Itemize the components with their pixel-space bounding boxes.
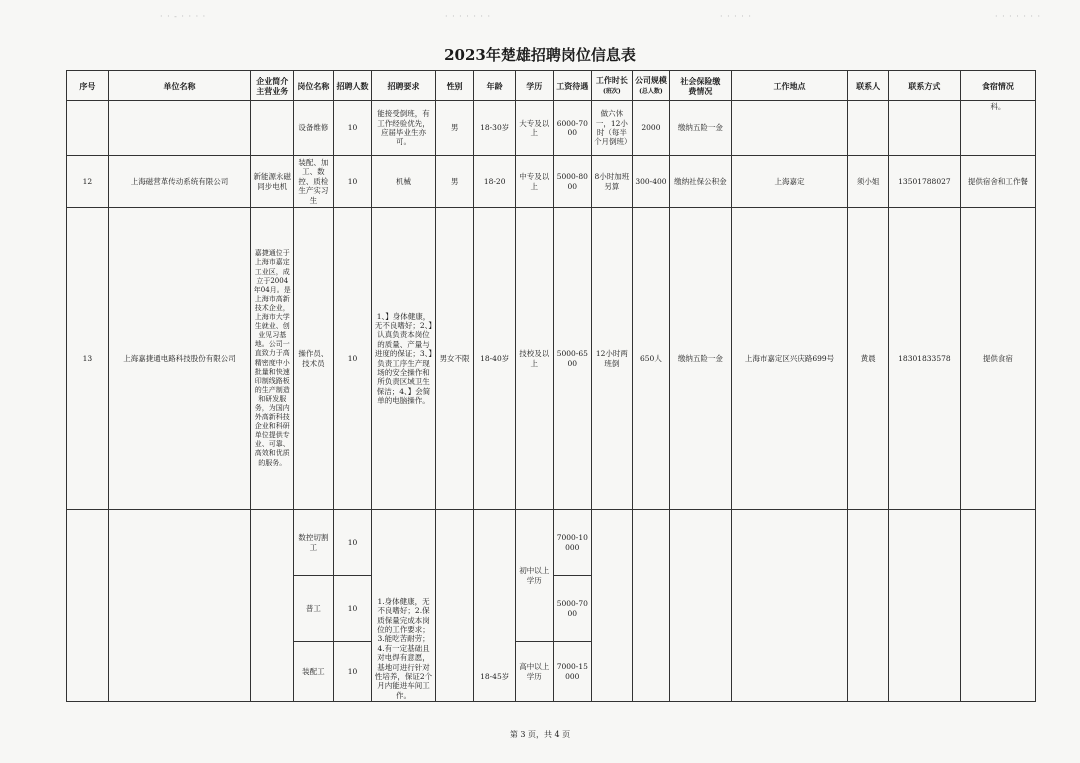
header-text: 企业简介 (256, 75, 289, 86)
cell-insurance: 缴纳五险一金 (670, 208, 731, 510)
cell-intro: 新能源永磁同步电机 (251, 156, 294, 208)
cell-pay: 5000-8000 (553, 156, 592, 208)
cell-company (108, 101, 251, 156)
cell-education: 大专及以上 (516, 101, 554, 156)
cell-size: 2000 (632, 101, 670, 156)
recruitment-table (66, 70, 1036, 702)
cell-requirements: 机械 (372, 156, 436, 208)
cell-education: 中专及以上 (516, 156, 554, 208)
header-cell: 联系方式 (888, 71, 960, 101)
cell-count: 10 (333, 101, 372, 156)
header-text: 费情况 (688, 85, 713, 96)
cell-food: 提供食宿 (960, 208, 1035, 510)
cell-education: 技校及以上 (516, 208, 554, 510)
header-text: 公司规模 (634, 75, 667, 86)
cell-hours: 8小时加班另算 (592, 156, 633, 208)
header-cell: 招聘人数 (333, 71, 372, 101)
cell-place (731, 101, 848, 156)
table-row (67, 156, 1036, 208)
cell-age: 18-30岁 (474, 101, 516, 156)
table-row (67, 208, 1036, 510)
cell-age: 18-45岁 (474, 510, 516, 702)
header-row (67, 71, 1036, 101)
header-cell: 性别 (435, 71, 474, 101)
cell-gender: 男 (435, 156, 474, 208)
cell-company: 上海嘉捷通电路科技股份有限公司 (108, 208, 251, 510)
cell-pay: 5000-6500 (553, 208, 592, 510)
header-cell (592, 71, 633, 101)
header-cell (670, 71, 731, 101)
scan-mark: · · · · · · · (445, 12, 492, 21)
header-cell: 单位名称 (108, 71, 251, 101)
cell-food: 科。 (960, 101, 1035, 156)
cell-age: 18-40岁 (474, 208, 516, 510)
header-cell: 序号 (67, 71, 109, 101)
cell-hours: 12小时两班倒 (592, 208, 633, 510)
scan-mark: · · · · · · · (995, 12, 1042, 21)
cell-pay: 7000-15000 (553, 642, 592, 702)
cell-count: 10 (333, 208, 372, 510)
cell-pay: 6000-7000 (553, 101, 592, 156)
cell-requirements: 能接受倒班，有工作经验优先，应届毕业生亦可。 (372, 101, 436, 156)
header-cell (251, 71, 294, 101)
cell-education: 高中以上学历 (516, 642, 554, 702)
page-title: 2023年楚雄招聘岗位信息表 (444, 46, 636, 64)
cell-post: 装配、加工、数控、质检生产实习生 (294, 156, 334, 208)
header-text: 工作时长 (595, 75, 628, 86)
cell-requirements: 1、】身体健康，无不良嗜好；2、】认真负责本岗位的质量、产量与进度的保证；3、】负责工序生产现场的安全操作和所负责区域卫生保洁；4、】会简单的电脑操作。 (372, 208, 436, 510)
cell-insurance: 缴纳社保公积金 (670, 156, 731, 208)
header-text: (班次) (603, 88, 621, 96)
cell-pay: 7000-10000 (553, 510, 592, 576)
cell-company (108, 510, 251, 702)
cell-gender (435, 510, 474, 702)
cell-contact: 须小姐 (848, 156, 889, 208)
cell-phone: 13501788027 (888, 156, 960, 208)
cell-insurance: 缴纳五险一金 (670, 101, 731, 156)
cell-age: 18-20 (474, 156, 516, 208)
cell-post: 设备维修 (294, 101, 334, 156)
cell-place: 上海市嘉定区兴庆路699号 (731, 208, 848, 510)
cell-contact (848, 510, 889, 702)
cell-no (67, 101, 109, 156)
table-row (67, 101, 1036, 156)
cell-education: 初中以上学历 (516, 510, 554, 642)
header-cell: 学历 (516, 71, 554, 101)
cell-food (960, 510, 1035, 702)
header-cell: 联系人 (848, 71, 889, 101)
cell-size: 650人 (632, 208, 670, 510)
page-footer: 第 3 页，共 4 页 (509, 730, 571, 739)
cell-contact (848, 101, 889, 156)
cell-place: 上海嘉定 (731, 156, 848, 208)
header-text: (总人数) (639, 88, 663, 96)
cell-count: 10 (333, 576, 372, 642)
cell-no: 13 (67, 208, 109, 510)
header-cell: 年龄 (474, 71, 516, 101)
header-cell: 岗位名称 (294, 71, 334, 101)
cell-post: 操作员、技术员 (294, 208, 334, 510)
cell-size: 300-400 (632, 156, 670, 208)
cell-pay: 5000-7000 (553, 576, 592, 642)
cell-requirements: 1.身体健康，无不良嗜好；2.保质保量完成本岗位的工作要求；3.能吃苦耐劳；4.有一定基础且对电焊有意愿，基地可进行针对性培养，保证2个月内能进车间工作。 (372, 510, 436, 702)
cell-company: 上海磁营革传动系统有限公司 (108, 156, 251, 208)
cell-place (731, 510, 848, 702)
table-row (67, 510, 1036, 576)
cell-insurance (670, 510, 731, 702)
cell-food: 提供宿舍和工作餐 (960, 156, 1035, 208)
header-cell: 工资待遇 (553, 71, 592, 101)
cell-count: 10 (333, 156, 372, 208)
scan-mark: · · · · · (720, 12, 752, 21)
scan-mark: · · - · · · · (160, 12, 207, 21)
header-text: 主营业务 (256, 85, 289, 96)
cell-count: 10 (333, 642, 372, 702)
cell-phone (888, 101, 960, 156)
header-cell: 食宿情况 (960, 71, 1035, 101)
header-cell: 招聘要求 (372, 71, 436, 101)
cell-intro (251, 101, 294, 156)
cell-phone (888, 510, 960, 702)
cell-post: 普工 (294, 576, 334, 642)
cell-intro: 嘉捷通位于上海市嘉定工业区，成立于2004年04月。是上海市高新技术企业，上海市大学生就业、创业见习基地。公司一直致力于高精密度中小批量和快速印制线路板的生产制造和研发服务，为国内外高新科技企业和科研单位提供专业、可靠、高效和优质的服务。 (251, 208, 294, 510)
cell-post: 数控切割工 (294, 510, 334, 576)
header-text: 社会保险缴 (680, 75, 721, 86)
cell-phone: 18301833578 (888, 208, 960, 510)
cell-post: 装配工 (294, 642, 334, 702)
cell-size (632, 510, 670, 702)
cell-gender: 男 (435, 101, 474, 156)
cell-intro (251, 510, 294, 702)
cell-no: 12 (67, 156, 109, 208)
header-cell: 工作地点 (731, 71, 848, 101)
cell-contact: 黄晨 (848, 208, 889, 510)
cell-gender: 男女不限 (435, 208, 474, 510)
header-cell (632, 71, 670, 101)
cell-hours (592, 510, 633, 702)
cell-count: 10 (333, 510, 372, 576)
cell-hours: 做六休一，12小时（每半个月倒班） (592, 101, 633, 156)
cell-no (67, 510, 109, 702)
